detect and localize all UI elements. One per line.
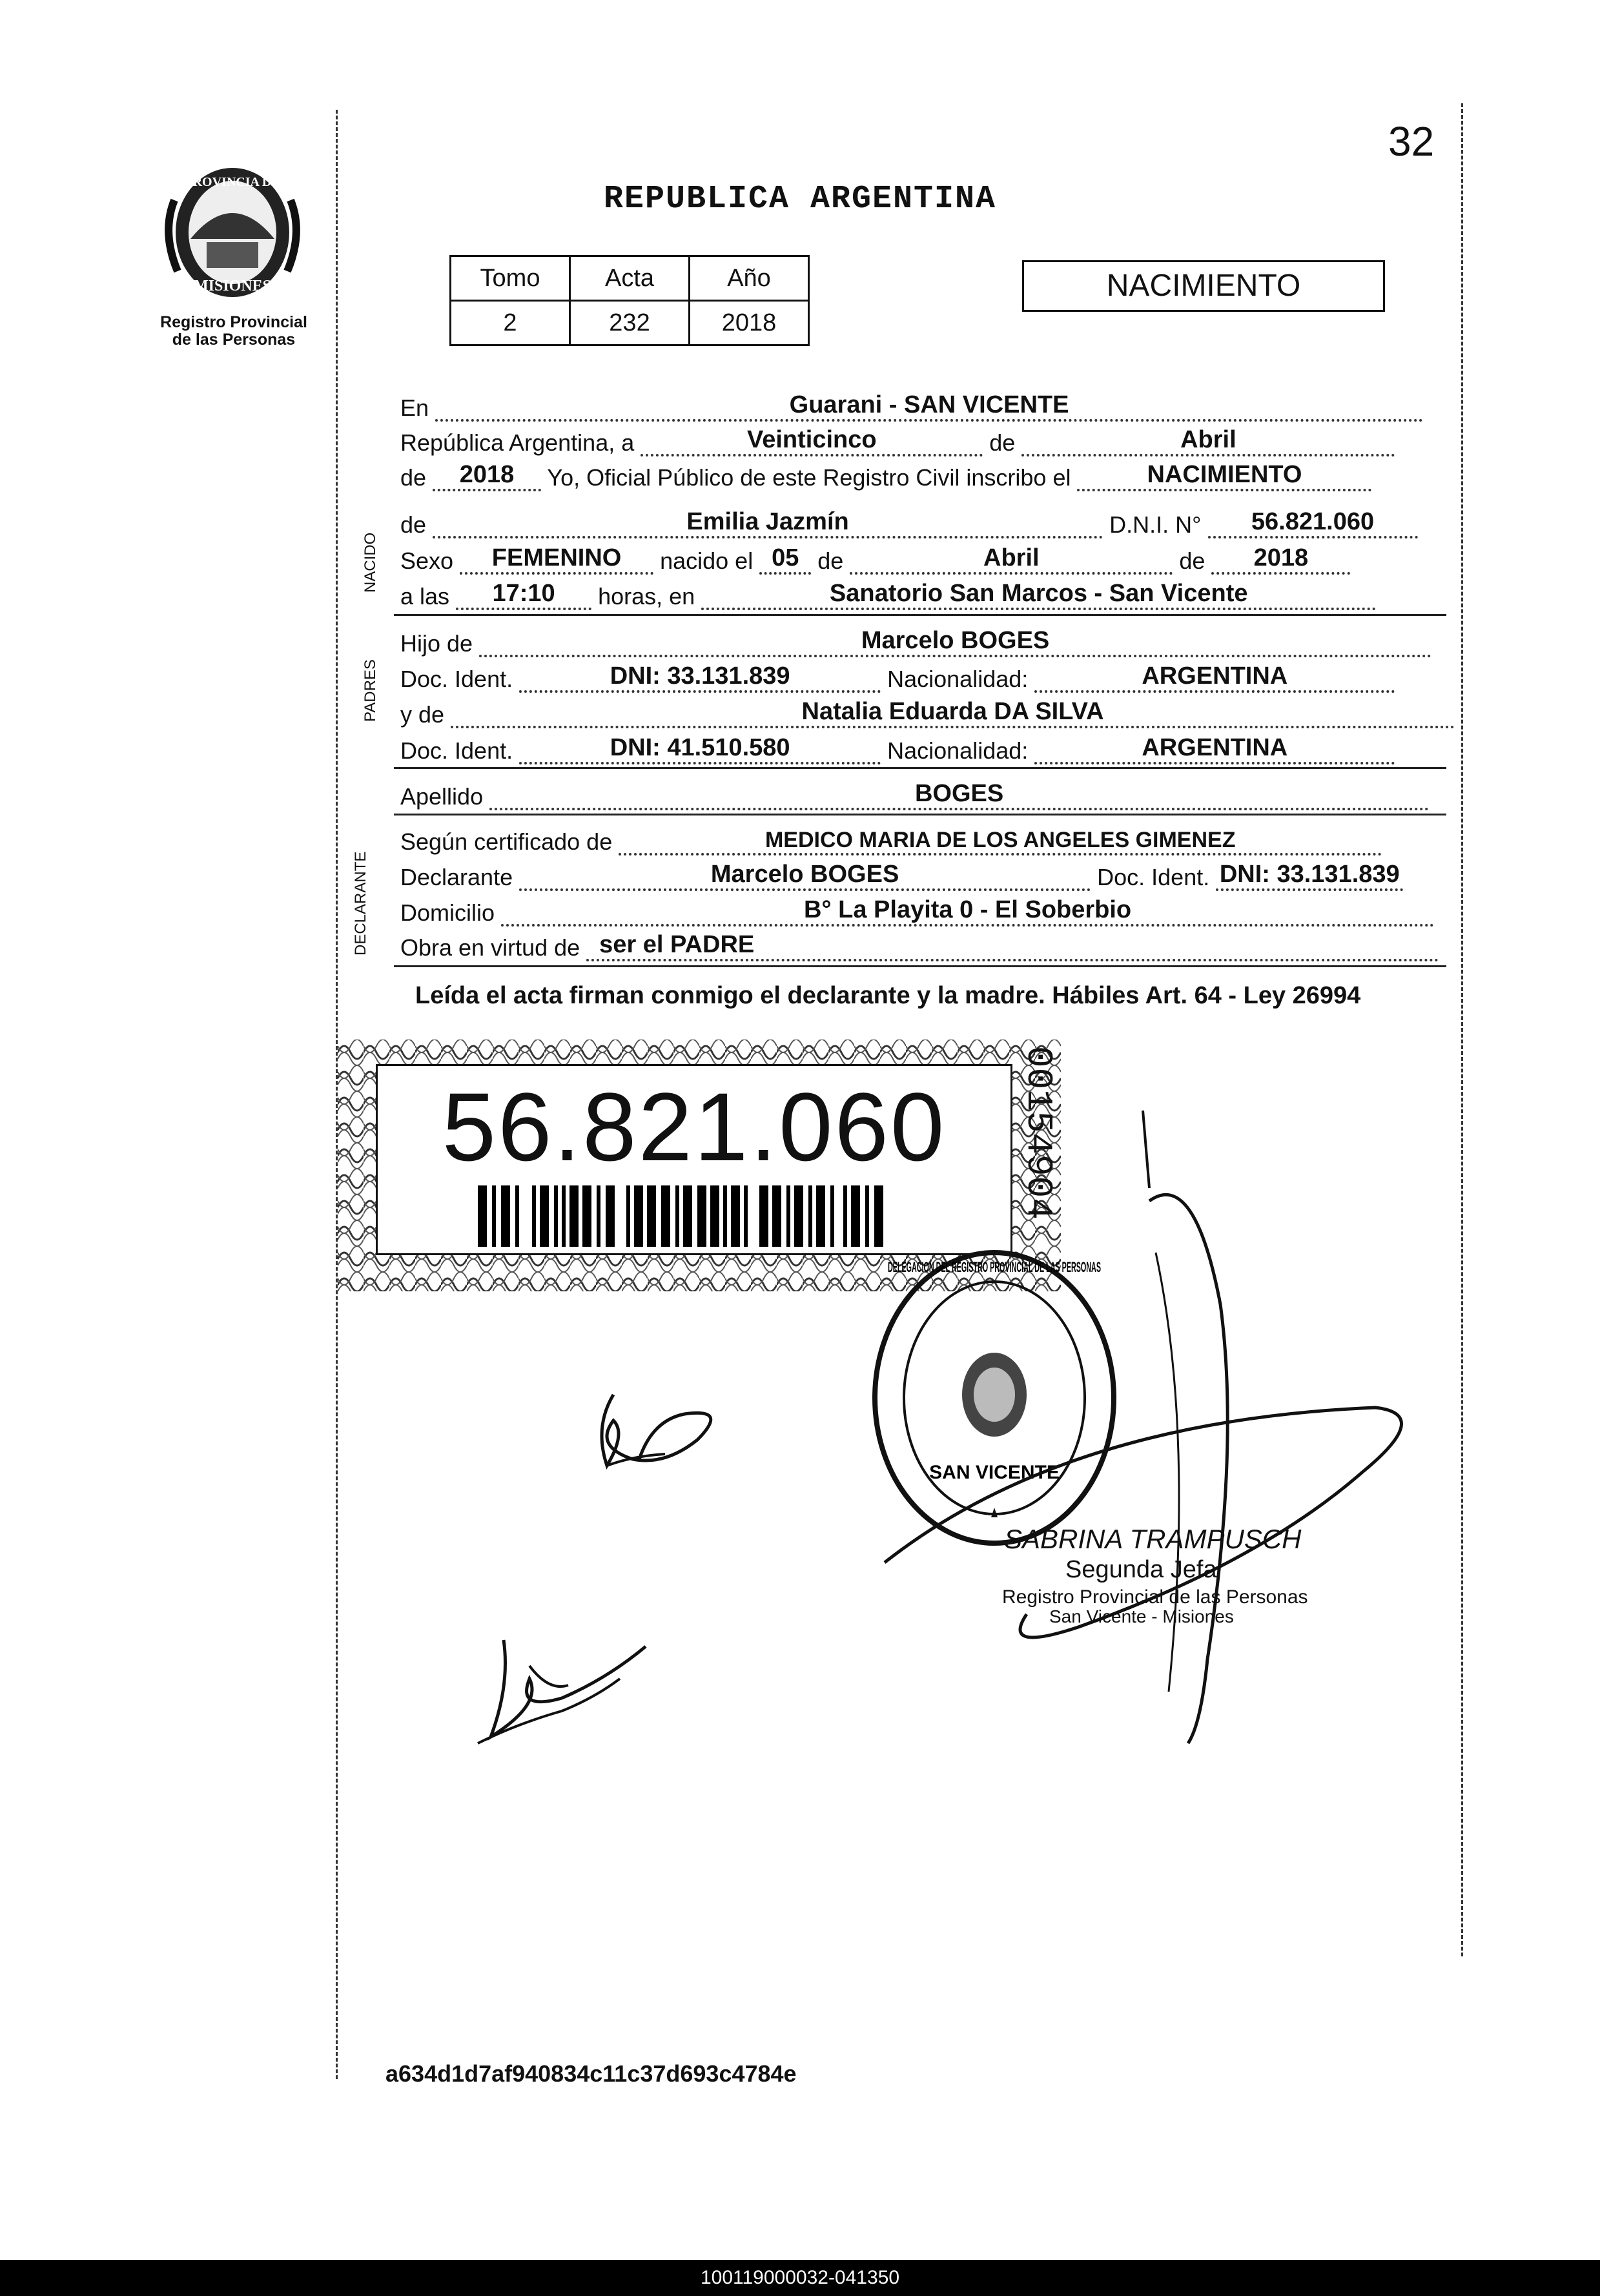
value-certificado: MEDICO MARIA DE LOS ANGELES GIMENEZ — [764, 828, 1236, 852]
field-birth-year — [1211, 544, 1350, 575]
value-day: Veinticinco — [746, 426, 877, 453]
field-obra — [586, 930, 1439, 961]
value-ano: 2018 — [690, 301, 809, 345]
header-acta: Acta — [570, 256, 690, 301]
label-horas-en: horas, en — [598, 583, 695, 610]
field-place — [435, 391, 1423, 422]
value-mother-nationality: ARGENTINA — [1142, 734, 1288, 761]
field-declarante-name — [519, 860, 1091, 891]
label-declarante: Declarante — [400, 864, 513, 890]
label-father-doc: Doc. Ident. — [400, 666, 513, 692]
label-mother-doc: Doc. Ident. — [400, 737, 513, 764]
label-de-birth-month: de — [817, 548, 844, 574]
label-de-year: de — [400, 464, 427, 491]
value-sexo: FEMENINO — [491, 544, 622, 571]
row-sexo — [400, 544, 1350, 575]
document-hash: a634d1d7af940834c11c37d693c4784e — [385, 2060, 797, 2087]
field-inscription-type — [1077, 460, 1371, 491]
section-label-padres: PADRES — [362, 659, 379, 722]
page-number: 32 — [1388, 118, 1435, 165]
divider-declarante — [394, 965, 1446, 967]
row-domicilio — [400, 896, 1434, 927]
label-en: En — [400, 395, 429, 421]
field-birth-month — [850, 544, 1173, 575]
seal-caption-line1: Registro Provincial — [160, 313, 307, 331]
label-certificado: Según certificado de — [400, 828, 613, 855]
value-inscription-type: NACIMIENTO — [1147, 461, 1302, 488]
label-obra: Obra en virtud de — [400, 934, 580, 961]
section-label-nacido: NACIDO — [362, 532, 379, 593]
value-tomo: 2 — [451, 301, 570, 345]
row-father — [400, 626, 1431, 657]
field-birth-day — [759, 544, 811, 575]
field-father-doc — [519, 662, 881, 693]
official-registry: Registro Provincial de las Personas — [1002, 1586, 1308, 1608]
oficial-text: Yo, Oficial Público de este Registro Civil inscribo el — [547, 464, 1071, 491]
official-name: SABRINA TRAMPUSCH — [1004, 1524, 1302, 1554]
register-header-row — [451, 256, 809, 301]
barcode — [478, 1185, 891, 1247]
value-month: Abril — [1180, 426, 1236, 453]
divider-padres — [394, 767, 1446, 769]
row-father-doc — [400, 662, 1395, 693]
official-role: Segunda Jefa — [1065, 1556, 1217, 1583]
footer-id: 100119000032-041350 — [0, 2260, 1600, 2296]
row-obra — [400, 930, 1439, 961]
field-birth-place — [701, 579, 1376, 610]
row-declarante — [400, 860, 1403, 891]
value-birth-month: Abril — [983, 544, 1040, 571]
field-mother-doc — [519, 733, 881, 764]
seal-bottom-text: MISIONES — [193, 278, 272, 294]
mother-signature — [465, 1627, 672, 1756]
row-certificado — [400, 825, 1382, 856]
value-declarante-doc: DNI: 33.131.839 — [1219, 861, 1400, 888]
dni-sticker-number: 56.821.060 — [442, 1072, 947, 1181]
label-y-de: y de — [400, 701, 445, 728]
label-domicilio: Domicilio — [400, 899, 495, 926]
value-mother-doc: DNI: 41.510.580 — [610, 734, 790, 761]
value-father-nationality: ARGENTINA — [1142, 662, 1288, 690]
value-year: 2018 — [459, 461, 515, 488]
value-acta: 232 — [570, 301, 690, 345]
divider-nacido — [394, 614, 1446, 616]
divider-apellido — [394, 814, 1446, 815]
official-signature — [872, 1111, 1453, 1769]
seal-caption-line2: de las Personas — [172, 331, 296, 349]
act-type-box: NACIMIENTO — [1022, 260, 1385, 312]
label-declarante-doc: Doc. Ident. — [1097, 864, 1210, 890]
label-de-birth-year: de — [1179, 548, 1205, 574]
row-nacido-name — [400, 507, 1418, 538]
field-child-dni — [1208, 507, 1418, 538]
label-de-month: de — [989, 429, 1016, 456]
row-en — [400, 391, 1423, 422]
label-mother-nationality: Nacionalidad: — [887, 737, 1029, 764]
section-label-declarante: DECLARANTE — [352, 851, 369, 956]
field-certificado — [619, 825, 1382, 856]
row-mother-doc — [400, 733, 1395, 764]
label-nacido-el: nacido el — [660, 548, 754, 574]
row-hora — [400, 579, 1376, 610]
declarant-signature — [568, 1369, 762, 1485]
field-father-nationality — [1034, 662, 1395, 693]
header-tomo: Tomo — [451, 256, 570, 301]
field-month — [1021, 425, 1395, 456]
field-declarante-doc — [1216, 860, 1403, 891]
field-domicilio — [501, 896, 1434, 927]
field-year — [433, 460, 541, 491]
row-republica — [400, 425, 1395, 456]
label-hijo-de: Hijo de — [400, 630, 473, 657]
value-birth-time: 17:10 — [492, 580, 555, 607]
field-child-name — [433, 507, 1103, 538]
value-child-dni: 56.821.060 — [1251, 508, 1375, 535]
header-ano: Año — [690, 256, 809, 301]
seal-top-text: PROVINCIA DE — [185, 175, 280, 189]
field-day — [641, 425, 983, 456]
field-apellido — [489, 779, 1429, 810]
label-father-nationality: Nacionalidad: — [887, 666, 1029, 692]
country-title: REPUBLICA ARGENTINA — [603, 181, 997, 218]
value-birth-day: 05 — [772, 544, 799, 571]
register-value-row — [451, 301, 809, 345]
row-apellido — [400, 779, 1429, 810]
field-mother-name — [451, 697, 1455, 728]
register-table — [449, 255, 810, 346]
label-republica: República Argentina, a — [400, 429, 635, 456]
value-birth-year: 2018 — [1253, 544, 1309, 571]
value-child-name: Emilia Jazmín — [686, 508, 849, 535]
value-father-doc: DNI: 33.131.839 — [610, 662, 790, 690]
field-birth-time — [456, 579, 591, 610]
value-mother-name: Natalia Eduarda DA SILVA — [801, 698, 1104, 725]
stamp-inner-text: SAN VICENTE — [929, 1462, 1060, 1483]
vertical-serial: 00154904 — [1018, 1046, 1059, 1220]
value-birth-place: Sanatorio San Marcos - San Vicente — [829, 580, 1248, 607]
row-mother — [400, 697, 1455, 728]
label-sexo: Sexo — [400, 548, 454, 574]
value-apellido: BOGES — [914, 780, 1004, 807]
row-oficial — [400, 460, 1371, 491]
field-sexo — [460, 544, 653, 575]
closing-note: Leída el acta firman conmigo el declarante y la madre. Hábiles Art. 64 - Ley 26994 — [415, 982, 1361, 1009]
value-declarante-name: Marcelo BOGES — [710, 861, 899, 888]
label-a-las: a las — [400, 583, 450, 610]
right-margin-line — [1461, 103, 1463, 1956]
label-de-name: de — [400, 511, 427, 538]
field-father-name — [479, 626, 1431, 657]
label-apellido: Apellido — [400, 783, 484, 810]
label-dni: D.N.I. N° — [1109, 511, 1202, 538]
stamp-outer-text: DELEGACION DEL REGISTRO PROVINCIAL DE LAS PERSONAS — [888, 1259, 1101, 1275]
value-domicilio: B° La Playita 0 - El Soberbio — [803, 896, 1132, 923]
seal-caption — [150, 314, 318, 349]
value-place: Guarani - SAN VICENTE — [789, 391, 1069, 418]
value-obra: ser el PADRE — [599, 931, 755, 958]
official-place: San Vicente - Misiones — [1049, 1606, 1234, 1626]
field-mother-nationality — [1034, 733, 1395, 764]
value-father-name: Marcelo BOGES — [861, 627, 1050, 654]
